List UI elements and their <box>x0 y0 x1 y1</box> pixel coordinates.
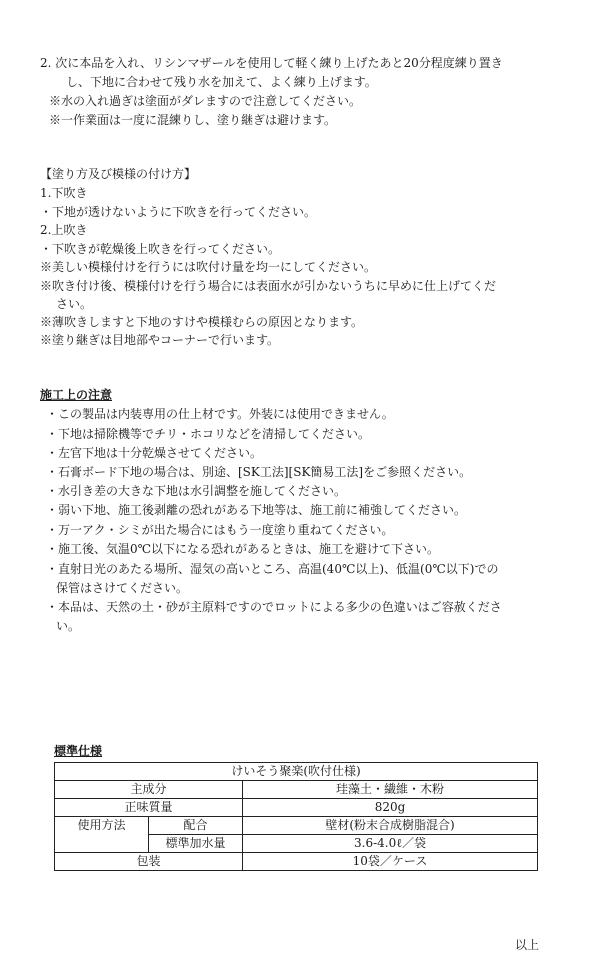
spec-mix-value: 壁材(粉末合成樹脂混合) <box>243 817 538 835</box>
caution-item: ・水引き差の大きな下地は水引調整を施してください。 <box>46 484 347 498</box>
caution-item: ・この製品は内装専用の仕上材です。外装には使用できません。 <box>46 407 394 421</box>
application-line: ・下吹きが乾燥後上吹きを行ってください。 <box>40 242 281 256</box>
caution-item: ・直射日光のあたる場所、湿気の高いところ、高温(40℃以上)、低温(0℃以下)での <box>46 562 499 576</box>
cautions-heading: 施工上の注意 <box>40 388 113 402</box>
table-row <box>55 781 538 799</box>
spec-main-label: 主成分 <box>55 781 243 799</box>
application-line: ※薄吹きしますと下地のすけや模様むらの原因となります。 <box>40 315 364 329</box>
caution-item: ・左官下地は十分乾燥させてください。 <box>46 446 263 460</box>
step2-note2: ※一作業面は一度に混練りし、塗り継ぎは避けます。 <box>49 113 337 127</box>
application-line: ※塗り継ぎは目地部やコーナーで行います。 <box>40 333 280 347</box>
spec-pack-value: 10袋／ケース <box>243 853 538 871</box>
caution-item: い。 <box>56 619 81 633</box>
step2-line2: し、下地に合わせて残り水を加えて、よく練り上げます。 <box>66 75 377 89</box>
caution-item: ・下地は掃除機等でチリ・ホコリなどを清掃してください。 <box>46 427 371 441</box>
table-row <box>55 853 538 871</box>
step2-note1: ※水の入れ過ぎは塗面がダレますので注意してください。 <box>49 94 362 108</box>
caution-item: 保管はさけてください。 <box>56 581 189 595</box>
application-line: ※美しい模様付けを行うには吹付け量を均一にしてください。 <box>40 260 377 274</box>
spec-heading: 標準仕様 <box>54 744 103 758</box>
table-row <box>55 817 538 835</box>
caution-item: ・万一アク・シミが出た場合にはもう一度塗り重ねてください。 <box>46 523 394 537</box>
table-row <box>55 763 538 781</box>
spec-product-name: けいそう聚楽(吹付仕様) <box>55 763 538 781</box>
spec-pack-label: 包装 <box>55 853 243 871</box>
spec-table <box>54 762 538 871</box>
spec-water-label: 標準加水量 <box>149 835 243 853</box>
application-line: 1.下吹き <box>40 186 88 200</box>
application-heading: 【塗り方及び模様の付け方】 <box>40 167 197 181</box>
spec-weight-value: 820g <box>243 799 538 817</box>
spec-weight-label: 正味質量 <box>55 799 243 817</box>
caution-item: ・本品は、天然の土・砂が主原料ですのでロットによる多少の色違いはご容赦くださ <box>46 600 502 614</box>
application-line: さい。 <box>56 297 93 311</box>
caution-item: ・施工後、気温0℃以下になる恐れがあるときは、施工を避けて下さい。 <box>46 542 440 556</box>
spec-water-value: 3.6-4.0ℓ／袋 <box>243 835 538 853</box>
spec-main-value: 珪藻土・繊維・木粉 <box>243 781 538 799</box>
table-row <box>55 799 538 817</box>
application-line: ※吹き付け後、模様付けを行う場合には表面水が引かないうちに早めに仕上げてくだ <box>40 279 497 293</box>
application-line: 2.上吹き <box>40 223 88 237</box>
spec-mix-label: 配合 <box>149 817 243 835</box>
closing-text: 以上 <box>515 938 540 952</box>
caution-item: ・弱い下地、施工後剥離の恐れがある下地等は、施工前に補強してください。 <box>46 503 467 517</box>
application-line: ・下地が透けないように下吹きを行ってください。 <box>40 205 317 219</box>
caution-item: ・石膏ボード下地の場合は、別途、[SK工法][SK簡易工法]をご参照ください。 <box>46 465 472 479</box>
spec-usage-label: 使用方法 <box>55 817 149 853</box>
step2-line1: 2. 次に本品を入れ、リシンマザールを使用して軽く練り上げたあと20分程度練り置き <box>40 56 503 70</box>
